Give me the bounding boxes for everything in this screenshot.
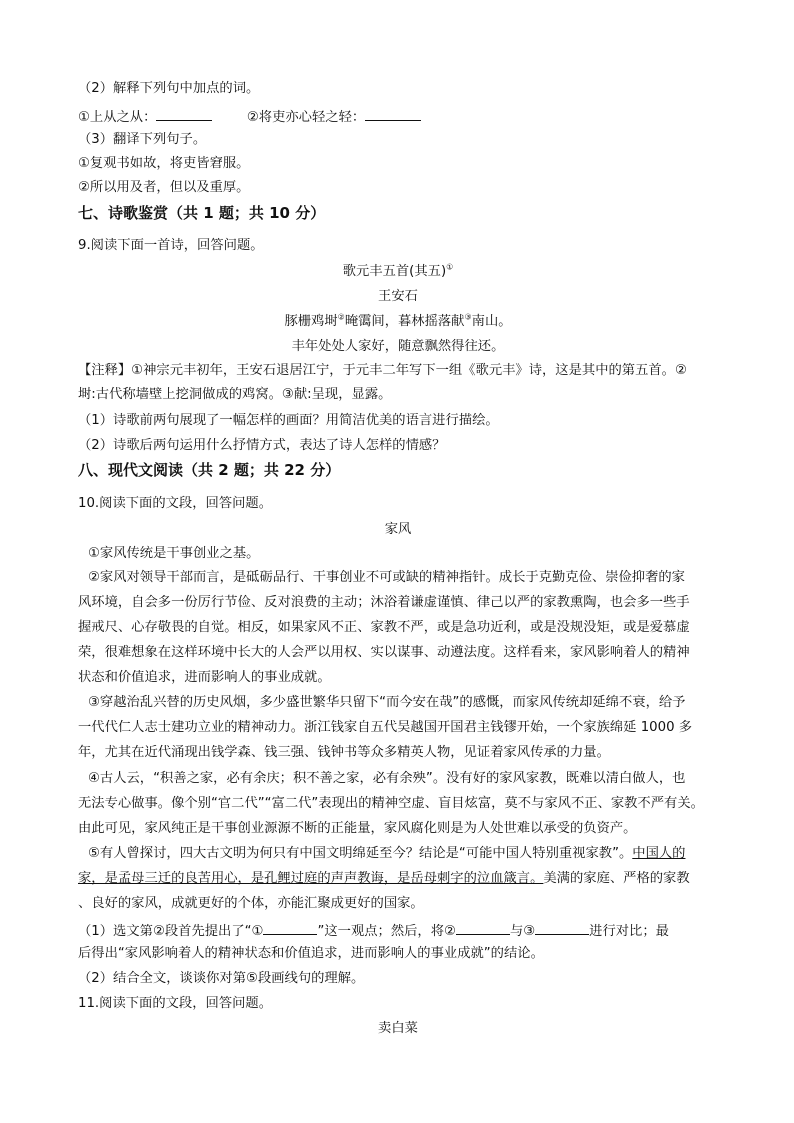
q8-sub3-prompt: （3）翻译下列句子。 [78,132,207,147]
section8-heading: 八、现代文阅读（共 2 题；共 22 分） [78,461,341,479]
essay-title: 家风 [384,522,412,537]
answer-blank[interactable] [156,106,212,121]
essay-paragraph-1: ①家风传统是干事创业之基。 [88,546,260,561]
essay-p2-line: 风环境，自会多一份厉行节俭、反对浪费的主动；沐浴着谦虚谨慎、律己以严的家教熏陶，也会多一些手 [78,595,690,610]
essay-p4-line: 由此可见，家风纯正是干事创业源源不断的正能量，家风腐化则是为人处世难以承受的负资产。 [78,821,637,836]
q8-sub2-item2: ②将吏亦心轻之轻： [246,110,366,125]
q10-sub1-text: ”这一观点；然后，将② [317,924,456,939]
poem-title [78,263,718,281]
essay-p2-line: 状态和价值追求，进而影响人的事业成就。 [78,670,331,685]
essay-p2-line: 握戒尺、心存敬畏的自觉。相反，如果家风不正、家教不严，或是急功近利，或是没规没矩，或是爱慕虚 [78,620,690,635]
footnote-mark: ② [337,312,345,322]
poem-title-text: 歌元丰五首(其五) [342,264,447,279]
underlined-sentence: 中国人的 [632,846,686,861]
q10-sub1 [78,920,718,941]
poem-line1-part: 南山。 [471,314,512,329]
essay-p3-line: 一代代仁人志士建功立业的精神动力。浙江钱家自五代吴越国开国君主钱镠开始，一个家族绵延 1000 多 [78,720,693,735]
essay-p4-line: 无法专心做事。像个别“官二代”“富二代”表现出的精神空虚、盲目炫富，莫不与家风不正、家教不严有关。 [78,796,704,811]
q8-sub2-items [78,106,718,127]
underlined-sentence: 家，是孟母三迁的良苦用心，是孔鲤过庭的声声教诲，是岳母刺字的泣血箴言。 [78,871,544,886]
poem-line1-part: 豚栅鸡埘 [284,314,338,329]
q10-intro: 10.阅读下面的文段，回答问题。 [78,496,273,511]
essay-p2-line: 荣，很难想象在这样环境中长大的人会严以用权、实以谋事、动遵法度。这样看来，家风影响着人的精神 [78,645,690,660]
essay2-title: 卖白菜 [378,1021,418,1036]
poem-note-line1: 【注释】①神宗元丰初年，王安石退居江宁，于元丰二年写下一组《歌元丰》诗，这是其中的第五首。② [78,363,687,378]
essay-p3-line: ③穿越治乱兴替的历史风烟，多少盛世繁华只留下“而今安在哉”的感慨，而家风传统却延绵不衰，给予 [88,695,686,710]
q10-sub2: （2）结合全文，谈谈你对第⑤段画线句的理解。 [78,971,365,986]
answer-blank[interactable] [365,106,421,121]
q8-sub3-sentence2: ②所以用及者，但以及重厚。 [78,180,250,195]
essay-p4-line: ④古人云，“积善之家，必有余庆；积不善之家，必有余殃”。没有好的家风家教，既难以清白做人，也 [88,771,686,786]
q9-intro: 9.阅读下面一首诗，回答问题。 [78,238,264,253]
q11-intro: 11.阅读下面的文段，回答问题。 [78,996,273,1011]
essay-p2-line: ②家风对领导干部而言，是砥砺品行、干事创业不可或缺的精神指针。成长于克勤克俭、崇俭抑奢的家 [88,570,685,585]
q10-sub1-line2: 后得出“家风影响着人的精神状态和价值追求，进而影响人的事业成就”的结论。 [78,946,544,961]
answer-blank[interactable] [263,920,317,935]
q10-sub1-text: （1）选文第②段首先提出了“① [78,924,264,939]
q10-sub1-text: 进行对比；最 [589,924,669,939]
q8-sub3-sentence1: ①复观书如故，将吏皆窘服。 [78,156,250,171]
q8-sub2-item1: ①上从之从： [78,110,157,125]
essay-p5-line [88,845,728,863]
answer-blank[interactable] [456,920,510,935]
essay-p5-line: 、良好的家风，成就更好的个体，亦能汇聚成更好的国家。 [78,896,424,911]
footnote-mark: ③ [464,312,472,322]
answer-blank[interactable] [535,920,589,935]
essay-p5-text: 美满的家庭、严格的家教 [543,871,690,886]
essay-p5-line [78,870,718,888]
poem-line2: 丰年处处人家好，随意飘然得往还。 [291,339,505,354]
poem-line1-part: 晻霭间，暮林摇落献 [344,314,465,329]
poem-note-line2: 埘:古代称墙壁上挖洞做成的鸡窝。③献:呈现，显露。 [78,387,392,402]
poem-line1 [78,313,718,331]
q9-sub1: （1）诗歌前两句展现了一幅怎样的画面？用简洁优美的语言进行描绘。 [78,413,499,428]
poem-author: 王安石 [378,289,418,304]
essay-p5-text: ⑤有人曾探讨，四大古文明为何只有中国文明绵延至今？结论是“可能中国人特别重视家教”。 [88,846,633,861]
essay-p3-line: 年，尤其在近代涌现出钱学森、钱三强、钱钟书等众多精英人物，见证着家风传承的力量。 [78,745,610,760]
q9-sub2: （2）诗歌后两句运用什么抒情方式，表达了诗人怎样的情感？ [78,438,446,453]
q8-sub2-prompt: （2）解释下列句中加点的词。 [78,81,260,96]
section7-heading: 七、诗歌鉴赏（共 1 题；共 10 分） [78,204,326,222]
footnote-mark: ① [446,262,454,272]
q10-sub1-text: 与③ [509,924,536,939]
